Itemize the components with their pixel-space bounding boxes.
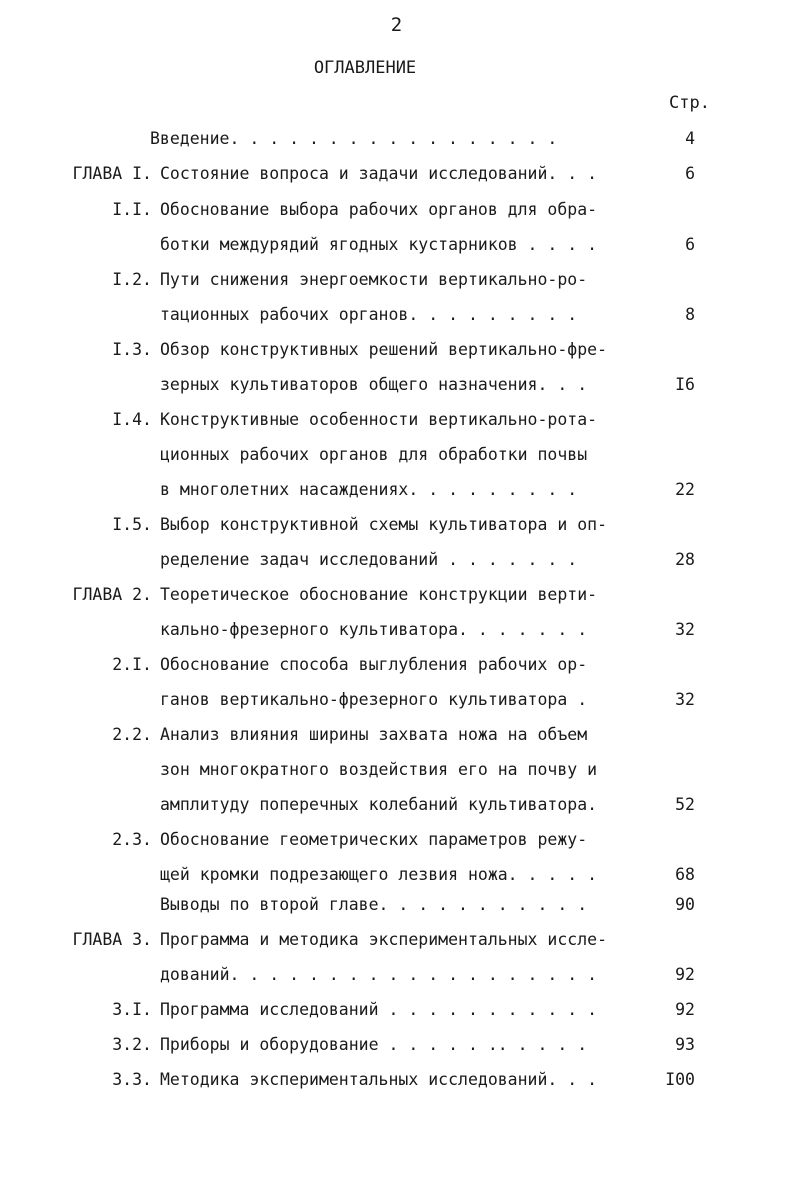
toc-entry-text: в многолетних насаждениях. . . . . . . . . bbox=[160, 480, 578, 499]
toc-entry-page: 92 bbox=[675, 965, 695, 984]
toc-entry-text: дований. . . . . . . . . . . . . . . . . . . bbox=[160, 965, 598, 984]
toc-entry-page: 52 bbox=[675, 795, 695, 814]
toc-entry-number: 3.2. bbox=[112, 1035, 152, 1054]
toc-entry-text: Методика экспериментальных исследований. . . bbox=[160, 1070, 598, 1089]
toc-entry-number: I.4. bbox=[112, 410, 152, 429]
toc-entry-text: кально-фрезерного культиватора. . . . . . . bbox=[160, 620, 588, 639]
toc-entry-text: Выбор конструктивной схемы культиватора и оп- bbox=[160, 515, 608, 534]
toc-entry-text: ционных рабочих органов для обработки почвы bbox=[160, 445, 588, 464]
toc-entry-text: зерных культиваторов общего назначения. . . bbox=[160, 375, 588, 394]
toc-entry-text: Обоснование выбора рабочих органов для обра- bbox=[160, 200, 598, 219]
toc-entry-text: ределение задач исследований . . . . . . . bbox=[160, 550, 578, 569]
toc-entry-page: 22 bbox=[675, 480, 695, 499]
toc-entry-page: 90 bbox=[675, 895, 695, 914]
toc-entry-text: Программа исследований . . . . . . . . . . . bbox=[160, 1000, 598, 1019]
toc-entry-page: I6 bbox=[675, 375, 695, 394]
toc-entry-text: щей кромки подрезающего лезвия ножа. . . . . bbox=[160, 865, 598, 884]
toc-entry-page: 8 bbox=[685, 305, 695, 324]
toc-entry-text: Пути снижения энергоемкости вертикально-ро- bbox=[160, 270, 588, 289]
toc-entry-text: Обзор конструктивных решений вертикально-фре- bbox=[160, 340, 608, 359]
toc-entry-text: Приборы и оборудование . . . . . .. . . . . bbox=[160, 1035, 588, 1054]
toc-entry-text: Выводы по второй главе. . . . . . . . . . . bbox=[160, 895, 588, 914]
toc-entry-number: 3.I. bbox=[112, 1000, 152, 1019]
page-number: 2 bbox=[390, 14, 403, 36]
toc-entry-page: I00 bbox=[665, 1070, 695, 1089]
toc-entry-page: 68 bbox=[675, 865, 695, 884]
toc-entry-number: ГЛАВА I. bbox=[72, 164, 152, 183]
toc-entry-number: 2.3. bbox=[112, 830, 152, 849]
toc-entry-text: зон многократного воздействия его на почву и bbox=[160, 760, 598, 779]
toc-entry-number: I.I. bbox=[112, 200, 152, 219]
toc-entry-number: 3.3. bbox=[112, 1070, 152, 1089]
toc-entry-text: Введение. . . . . . . . . . . . . . . . . bbox=[150, 129, 558, 148]
toc-entry-number: I.3. bbox=[112, 340, 152, 359]
page-column-header: Стр. bbox=[669, 93, 710, 113]
toc-entry-page: 92 bbox=[675, 1000, 695, 1019]
toc-entry-page: 28 bbox=[675, 550, 695, 569]
toc-entry-text: ботки междурядий ягодных кустарников . . . . bbox=[160, 235, 598, 254]
toc-entry-page: 6 bbox=[685, 164, 695, 183]
toc-entry-text: ганов вертикально-фрезерного культиватора . bbox=[160, 690, 588, 709]
toc-title: ОГЛАВЛЕНИЕ bbox=[313, 58, 417, 78]
toc-entry-page: 4 bbox=[685, 129, 695, 148]
toc-entry-page: 6 bbox=[685, 235, 695, 254]
toc-entry-number: I.5. bbox=[112, 515, 152, 534]
toc-entry-number: 2.I. bbox=[112, 655, 152, 674]
toc-entry-text: Конструктивные особенности вертикально-рота- bbox=[160, 410, 598, 429]
toc-entry-page: 32 bbox=[675, 690, 695, 709]
toc-entry-text: Программа и методика экспериментальных иссле- bbox=[160, 930, 608, 949]
toc-entry-text: Состояние вопроса и задачи исследований. . . bbox=[160, 164, 598, 183]
toc-entry-text: Обоснование геометрических параметров режу- bbox=[160, 830, 588, 849]
toc-entry-text: Анализ влияния ширины захвата ножа на объем bbox=[160, 725, 588, 744]
toc-entry-number: I.2. bbox=[112, 270, 152, 289]
toc-entry-page: 93 bbox=[675, 1035, 695, 1054]
toc-entry-text: Обоснование способа выглубления рабочих ор- bbox=[160, 655, 588, 674]
toc-entry-number: ГЛАВА 3. bbox=[72, 930, 152, 949]
toc-entry-page: 32 bbox=[675, 620, 695, 639]
toc-entry-text: тационных рабочих органов. . . . . . . . . bbox=[160, 305, 578, 324]
toc-entry-text: амплитуду поперечных колебаний культиватора. bbox=[160, 795, 598, 814]
toc-entry-number: ГЛАВА 2. bbox=[72, 585, 152, 604]
toc-entry-number: 2.2. bbox=[112, 725, 152, 744]
toc-entry-text: Теоретическое обоснование конструкции верти- bbox=[160, 585, 598, 604]
